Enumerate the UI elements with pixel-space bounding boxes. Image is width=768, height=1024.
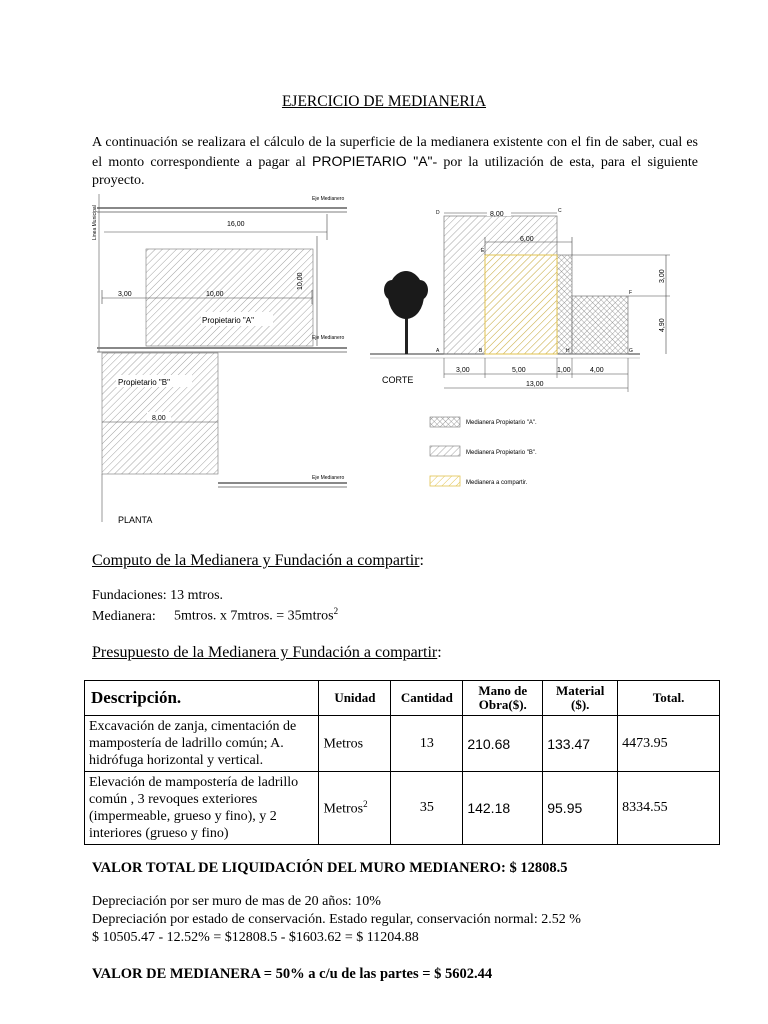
- owner-a-label: Propietario "A": [202, 316, 254, 325]
- row-1-unidad-text: Metros: [323, 736, 364, 752]
- intro-paragraph: [92, 134, 698, 190]
- header-cantidad: Cantidad: [391, 681, 463, 716]
- row-2-unidad-text: Metros: [323, 801, 364, 817]
- shared-wall: [485, 255, 557, 354]
- section-dim-490: 4,90: [659, 318, 666, 332]
- intro-text-1: A continuación se realizara el cálculo de la superficie de la medianera existente con el fin de saber, cual es el monto correspondiente a pagar al: [92, 135, 698, 170]
- table-row: [85, 772, 720, 845]
- medianera-label: Medianera:: [92, 608, 156, 624]
- section-dim-bottom-3: 1,00: [557, 367, 571, 374]
- table-header-row: [85, 681, 720, 716]
- point-c: C: [558, 208, 562, 214]
- legend-swatch-a: [430, 417, 460, 427]
- section-dim-8: 8,00: [490, 211, 504, 218]
- legend-label-b: Medianera Propietario "B".: [466, 450, 537, 456]
- section-dim-total: 13,00: [526, 381, 544, 388]
- row-2-cantidad: 35: [391, 772, 463, 845]
- point-g: G: [629, 348, 633, 354]
- depreciacion-1: Depreciación por ser muro de mas de 20 años: 10%: [92, 894, 381, 909]
- table-row: [85, 716, 720, 772]
- municipal-line-label: Linea Municipal: [92, 205, 98, 240]
- owner-b-label: Propietario "B": [118, 378, 170, 387]
- point-a: A: [436, 348, 440, 354]
- owner-a-wall-lower: [572, 296, 628, 354]
- row-1-unidad: [319, 716, 391, 772]
- section-dim-bottom-1: 3,00: [456, 367, 470, 374]
- legend-label-a: Medianera Propietario "A".: [466, 420, 537, 426]
- medianera-drawing: [92, 192, 680, 532]
- presupuesto-heading: [92, 644, 442, 662]
- depreciacion-2: Depreciación por estado de conservación. Estado regular, conservación normal: 2.52 %: [92, 912, 581, 927]
- row-2-unidad-sup: 2: [363, 798, 368, 809]
- legend-label-shared: Medianera a compartir.: [466, 480, 528, 486]
- row-2-total: 8334.55: [618, 772, 720, 845]
- legend-swatch-b: [430, 446, 460, 456]
- plan-caption: PLANTA: [118, 515, 153, 525]
- plan-dim-3: 3,00: [118, 291, 132, 298]
- calculo-line: $ 10505.47 - 12.52% = $12808.5 - $1603.62 = $ 11204.88: [92, 930, 419, 945]
- computo-heading-colon: :: [419, 552, 424, 569]
- intro-text-2: - por la utilización de esta, para el siguiente proyecto.: [92, 155, 698, 188]
- plan-dim-10: 10,00: [206, 291, 224, 298]
- row-1-total: 4473.95: [618, 716, 720, 772]
- legend-swatch-shared: [430, 476, 460, 486]
- intro-owner-a: PROPIETARIO "A": [312, 153, 433, 169]
- section-dim-bottom-4: 4,00: [590, 367, 604, 374]
- plan-axis-mid-label: Eje Medianero: [312, 335, 345, 341]
- medianera-sup: 2: [333, 606, 339, 616]
- valor-medianera: VALOR DE MEDIANERA = 50% a c/u de las partes = $ 5602.44: [92, 966, 493, 982]
- row-1-cantidad: 13: [391, 716, 463, 772]
- point-e: E: [481, 248, 485, 254]
- computo-heading-text: Computo de la Medianera y Fundación a compartir: [92, 552, 420, 569]
- row-1-desc: Excavación de zanja, cimentación de mampostería de ladrillo común; A. hidrófuga horizontal y vertical.: [85, 716, 319, 772]
- section-dim-6: 6,00: [520, 236, 534, 243]
- medianera-value: 5mtros. x 7mtros. = 35mtros: [174, 608, 334, 624]
- presupuesto-heading-colon: :: [437, 644, 442, 661]
- document-title: EJERCICIO DE MEDIANERIA: [281, 93, 487, 110]
- row-2-material: 95.95: [543, 772, 618, 845]
- row-2-desc: Elevación de mampostería de ladrillo común , 3 revoques exteriores (impermeable, grueso y fino), y 2 interiores (grueso y fino): [85, 772, 319, 845]
- row-1-material: 133.47: [543, 716, 618, 772]
- header-total: Total.: [618, 681, 720, 716]
- computo-heading: [92, 552, 424, 570]
- row-2-unidad: [319, 772, 391, 845]
- plan-dim-b: 8,00: [152, 415, 166, 422]
- plan-view: [92, 194, 347, 525]
- point-h: H: [566, 348, 570, 354]
- header-descripcion: Descripción.: [85, 681, 319, 716]
- section-dim-3: 3,00: [659, 269, 666, 283]
- row-2-mano: 142.18: [463, 772, 543, 845]
- header-material: Material ($).: [543, 681, 618, 716]
- point-b: B: [479, 348, 483, 354]
- fundaciones-line: Fundaciones: 13 mtros.: [92, 588, 224, 603]
- point-f: F: [629, 290, 633, 296]
- header-unidad: Unidad: [319, 681, 391, 716]
- medianera-line: [92, 606, 338, 625]
- row-1-mano: 210.68: [463, 716, 543, 772]
- tree-icon: [384, 271, 428, 354]
- plan-axis-bottom-label: Eje Medianero: [312, 475, 345, 481]
- plan-dim-vertical: 10,00: [297, 272, 304, 290]
- plan-dim-16: 16,00: [227, 221, 245, 228]
- plan-axis-top-label: Eje Medianero: [312, 196, 345, 202]
- budget-table: [84, 680, 720, 845]
- header-mano-obra: Mano de Obra($).: [463, 681, 543, 716]
- section-caption: CORTE: [382, 375, 414, 385]
- section-dim-bottom-2: 5,00: [512, 367, 526, 374]
- section-view: [370, 208, 670, 486]
- point-d: D: [436, 210, 440, 216]
- owner-a-plot: [146, 249, 313, 346]
- total-liquidacion: VALOR TOTAL DE LIQUIDACIÓN DEL MURO MEDIANERO: $ 12808.5: [92, 860, 568, 876]
- presupuesto-heading-text: Presupuesto de la Medianera y Fundación a compartir: [92, 644, 438, 661]
- owner-a-wall-upper: [557, 255, 572, 354]
